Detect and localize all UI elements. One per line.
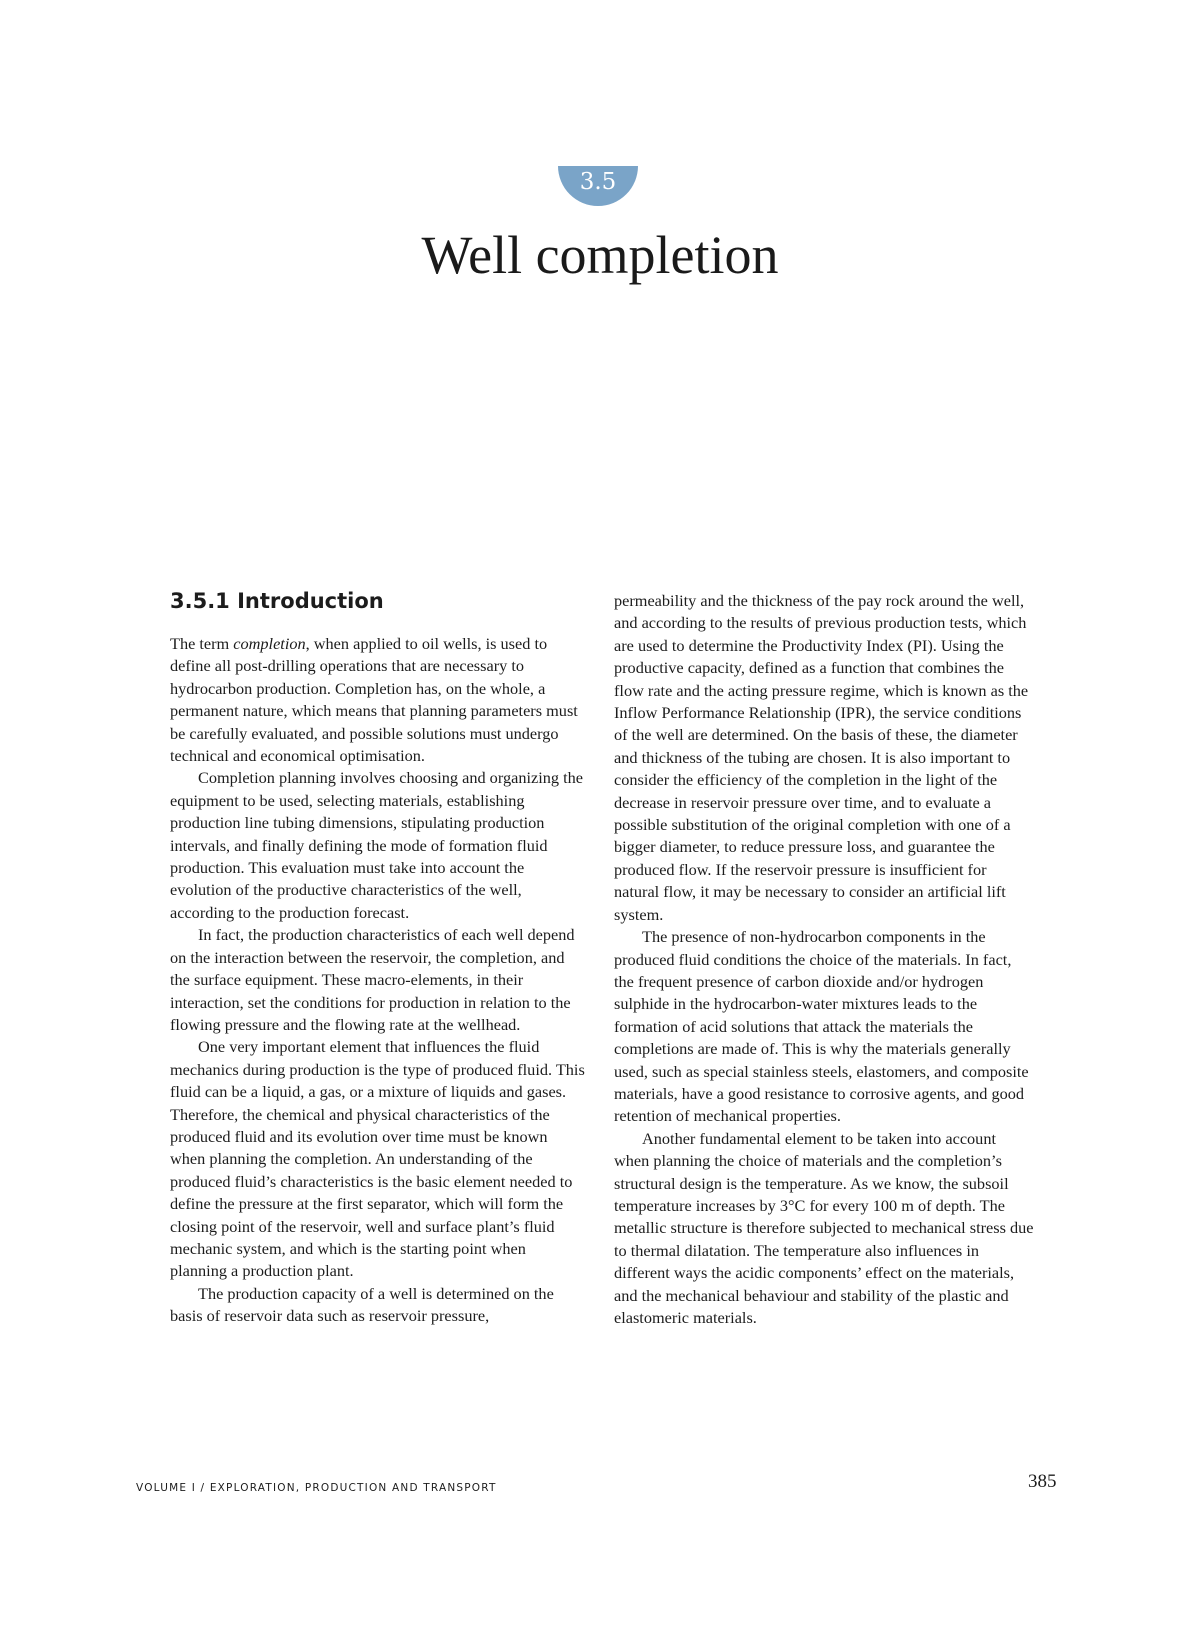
term-completion: completion [233,634,306,653]
section-heading: 3.5.1 Introduction [170,589,384,613]
paragraph-1-start: The term [170,634,234,653]
paragraph-1-rest: , when applied to oil wells, is used to define all post-drilling operations that are necessary to hydrocarbon production. Completion has, on the whole, a permanent nature, which means that planning parameters must be carefully evaluated, and possible solutions must undergo technical and economical optimisation. [170,634,578,766]
chapter-number-badge [558,166,638,206]
paragraph-1 [170,633,585,767]
chapter-title: Well completion [421,225,779,285]
paragraph-3: In fact, the production characteristics of each well depend on the interaction between the reservoir, the completion, and the surface equipment. These macro-elements, in their interaction, set the conditions for production in relation to the flowing pressure and the flowing rate at the wellhead. [170,925,575,1034]
chapter-number: 3.5 [579,169,617,195]
paragraph-2: Completion planning involves choosing and organizing the equipment to be used, selecting materials, establishing production line tubing dimensions, stipulating production intervals, and finally defining the mode of formation fluid production. This evaluation must take into account the evolution of the productive characteristics of the well, according to the production forecast. [170,768,583,922]
footer-volume-title: VOLUME I / EXPLORATION, PRODUCTION AND TRANSPORT [136,1482,497,1494]
right-column [614,590,1034,1329]
paragraph-5: The production capacity of a well is determined on the basis of reservoir data such as reservoir pressure, [170,1283,554,1326]
left-column [170,588,585,1328]
paragraph-4: One very important element that influences the fluid mechanics during production is the type of produced fluid. This fluid can be a liquid, a gas, or a mixture of liquids and gases. Therefore, the chemical and physical characteristics of the produced fluid and its evolution over time must be known when planning the completion. An understanding of the produced fluid’s characteristics is the basic element needed to define the pressure at the first separator, which will form the closing point of the reservoir, well and surface plant’s fluid mechanic system, and which is the starting point when planning a production plant. [170,1037,585,1281]
paragraph-7: The presence of non-hydrocarbon components in the produced fluid conditions the choice of the materials. In fact, the frequent presence of carbon dioxide and/or hydrogen sulphide in the hydrocarbon-water mixtures leads to the formation of acid solutions that attack the materials the completions are made of. This is why the materials generally used, such as special stainless steels, elastomers, and composite materials, have a good resistance to corrosive agents, and good retention of mechanical properties. [614,927,1029,1126]
paragraph-8: Another fundamental element to be taken into account when planning the choice of materials and the completion’s structural design is the temperature. As we know, the subsoil temperature increases by 3°C for every 100 m of depth. The metallic structure is therefore subjected to mechanical stress due to thermal dilatation. The temperature also influences in different ways the acidic components’ effect on the materials, and the mechanical behaviour and stability of the plastic and elastomeric materials. [614,1128,1034,1327]
page-number: 385 [1028,1471,1057,1492]
paragraph-6: permeability and the thickness of the pay rock around the well, and according to the results of previous production tests, which are used to determine the Productivity Index (PI). Using the productive capacity, defined as a function that combines the flow rate and the acting pressure regime, which is known as the Inflow Performance Relationship (IPR), the service conditions of the well are determined. On the basis of these, the diameter and thickness of the tubing are chosen. It is also important to consider the efficiency of the completion in the light of the decrease in reservoir pressure over time, and to evaluate a possible substitution of the original completion with one of a bigger diameter, to reduce pressure loss, and guarantee the produced flow. If the reservoir pressure is insufficient for natural flow, it may be necessary to consider an artificial lift system. [614,591,1029,924]
